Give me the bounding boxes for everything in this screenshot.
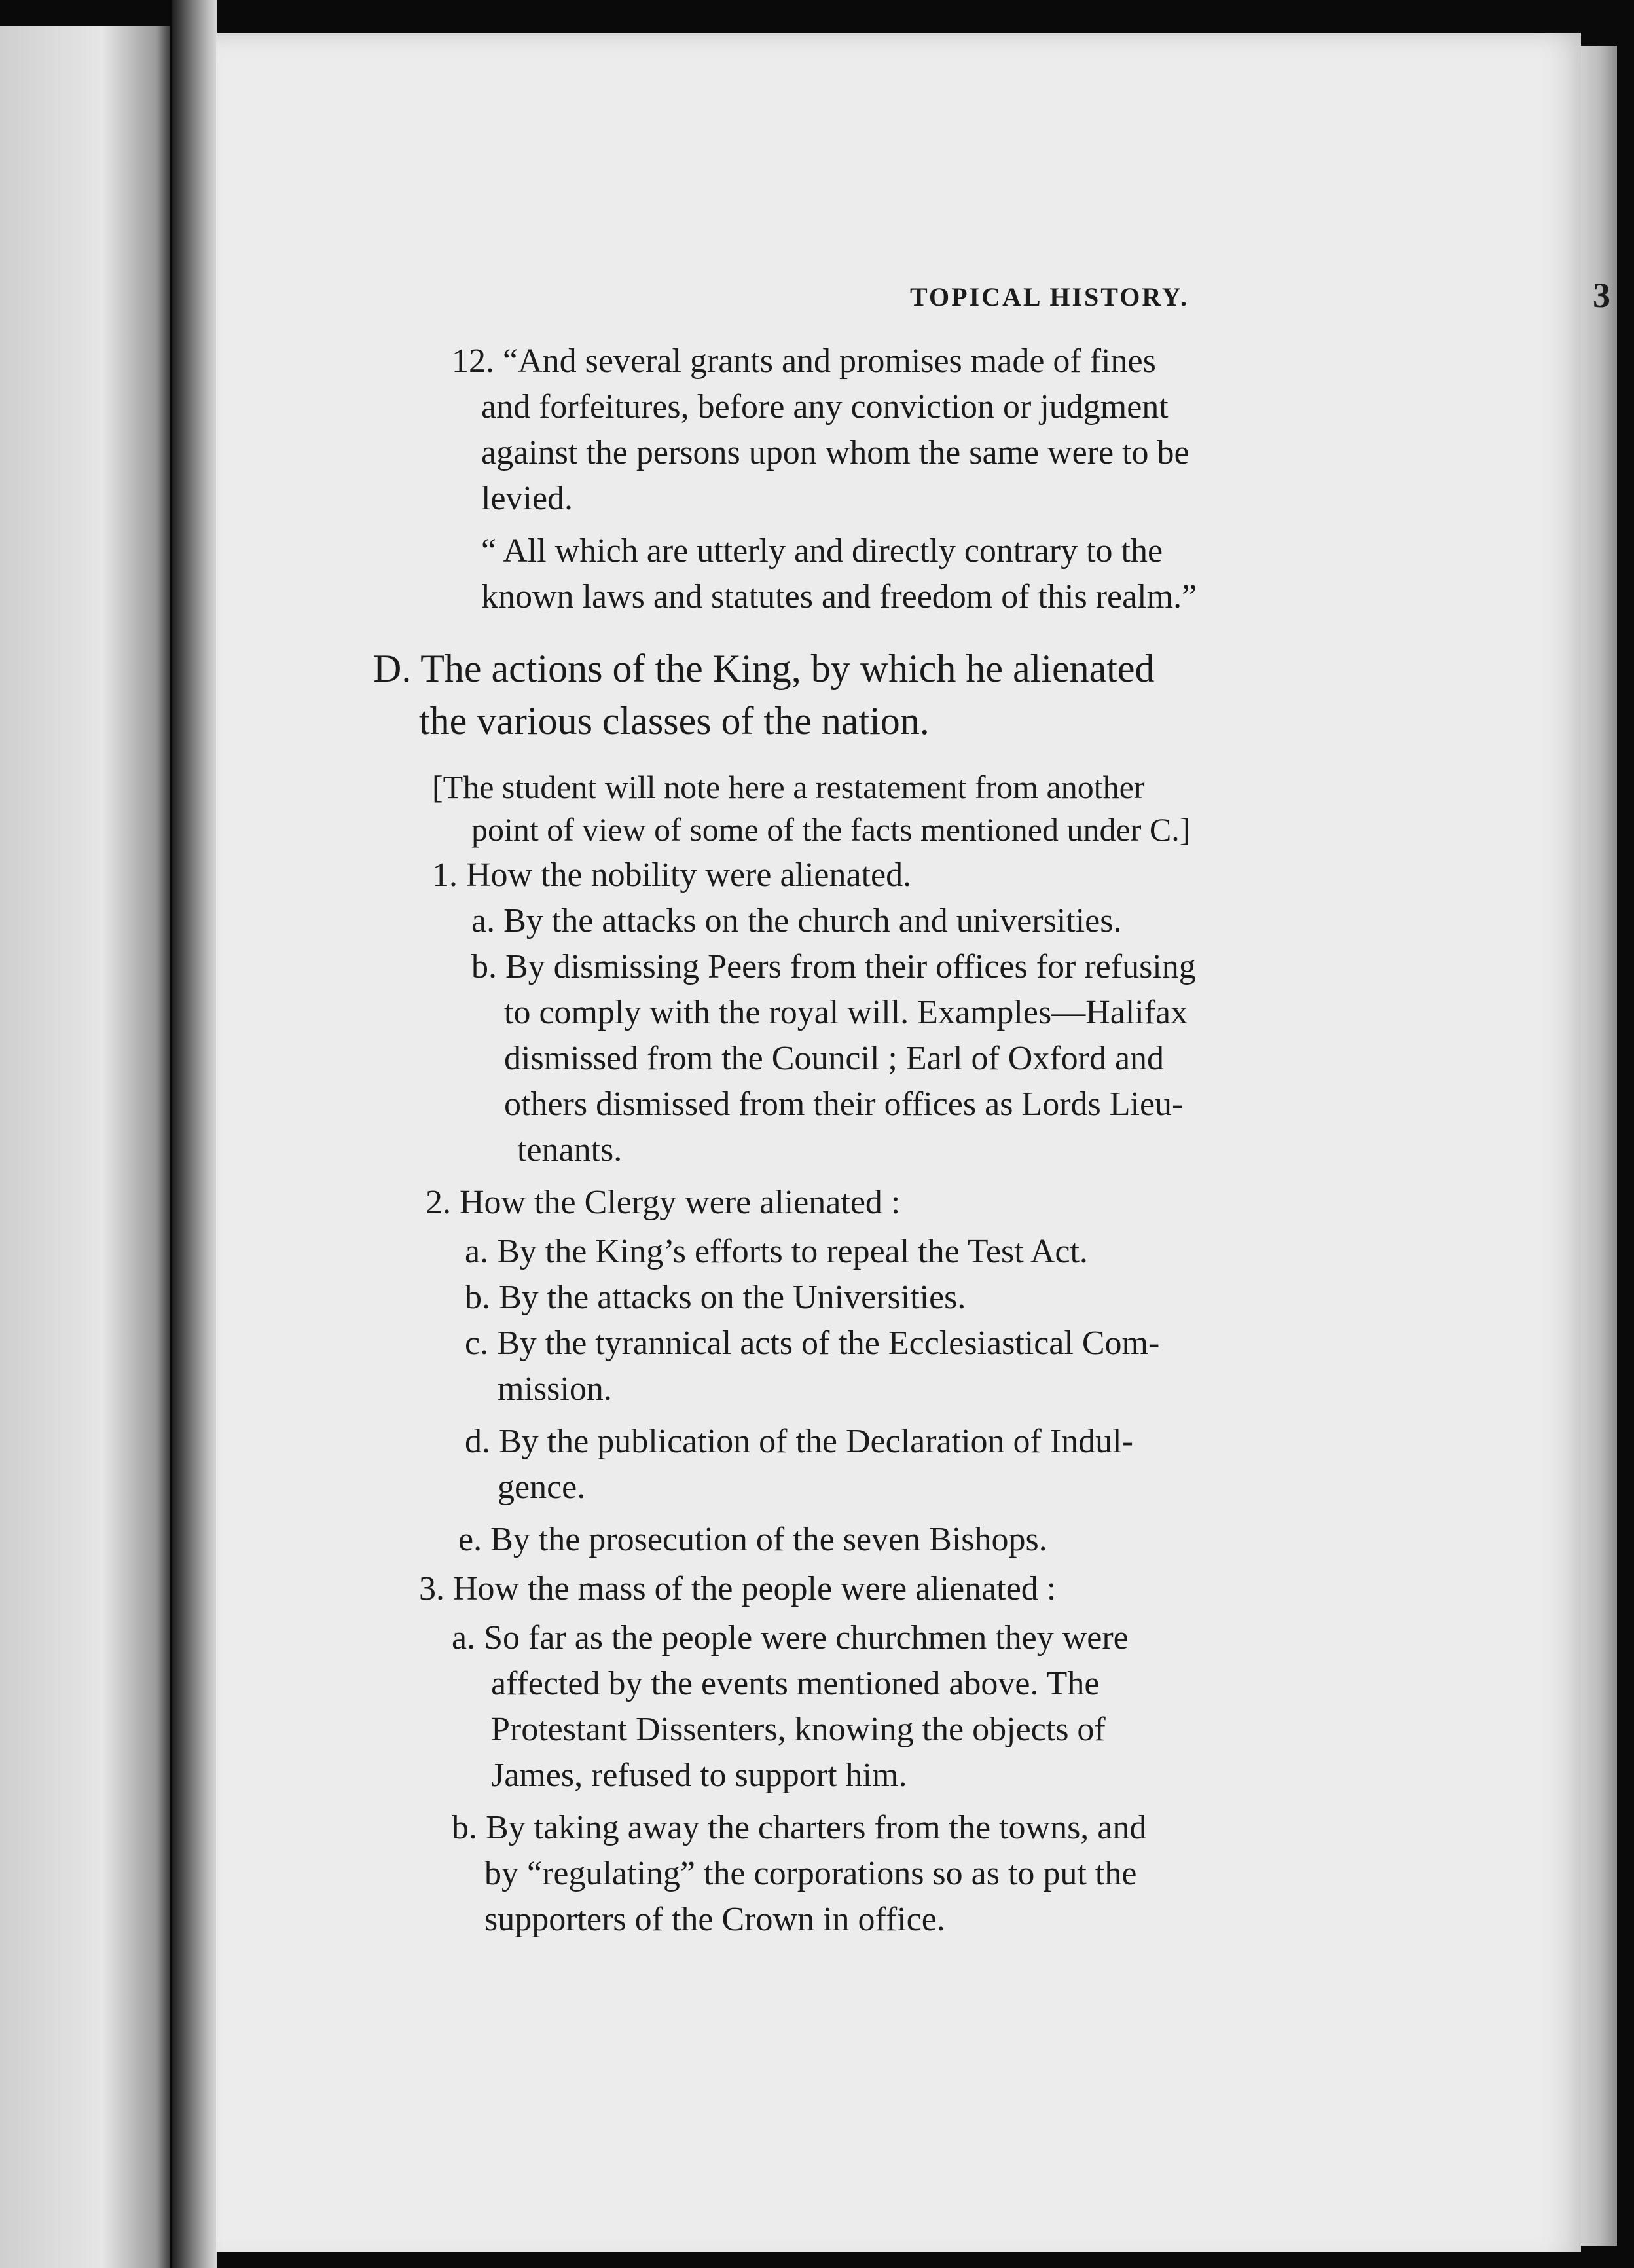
page-number: 3 <box>1593 276 1610 315</box>
book-page <box>216 33 1610 2252</box>
list-item: b. By dismissing Peers from their offices for refusing <box>471 948 1196 985</box>
list-item: b. By taking away the charters from the towns, and <box>452 1809 1147 1846</box>
list-item: d. By the publication of the Declaration of Indul- <box>465 1423 1133 1460</box>
list-item: a. So far as the people were churchmen they were <box>452 1619 1129 1656</box>
text-line: known laws and statutes and freedom of this realm.” <box>481 578 1197 615</box>
text-line: against the persons upon whom the same were to be <box>481 434 1189 471</box>
list-item: b. By the attacks on the Universities. <box>465 1279 966 1316</box>
text-line: “ All which are utterly and directly contrary to the <box>481 532 1163 570</box>
text-line: 12. “And several grants and promises made of fines <box>452 342 1156 380</box>
list-item: a. By the King’s efforts to repeal the Test Act. <box>465 1233 1088 1270</box>
list-item: c. By the tyrannical acts of the Ecclesiastical Com- <box>465 1325 1160 1362</box>
list-item-continuation: others dismissed from their offices as Lords Lieu- <box>504 1086 1184 1123</box>
note-line: point of view of some of the facts mentioned under C.] <box>471 811 1191 848</box>
list-item-heading: 2. How the Clergy were alienated : <box>426 1184 901 1221</box>
list-item-heading: 1. How the nobility were alienated. <box>432 856 912 894</box>
list-item-continuation: by “regulating” the corporations so as to put the <box>484 1855 1137 1892</box>
list-item-continuation: affected by the events mentioned above. The <box>491 1665 1100 1702</box>
list-item-continuation: dismissed from the Council ; Earl of Oxford and <box>504 1040 1165 1077</box>
running-head: TOPICAL HISTORY. <box>910 282 1189 312</box>
list-item-continuation: James, refused to support him. <box>491 1757 907 1794</box>
text-line: levied. <box>481 480 573 517</box>
list-item-heading: 3. How the mass of the people were alienated : <box>419 1570 1057 1607</box>
list-item-continuation: gence. <box>498 1469 586 1506</box>
section-heading-line: the various classes of the nation. <box>419 699 930 742</box>
page-header <box>694 268 1610 327</box>
list-item-continuation: tenants. <box>517 1131 623 1169</box>
list-item-continuation: supporters of the Crown in office. <box>484 1901 945 1938</box>
list-item: a. By the attacks on the church and universities. <box>471 902 1122 940</box>
list-item-continuation: Protestant Dissenters, knowing the objects of <box>491 1711 1106 1748</box>
left-page-edge <box>0 26 170 2268</box>
section-heading-line: D. The actions of the King, by which he alienated <box>373 647 1155 690</box>
page-fore-edge <box>1581 46 1617 2246</box>
list-item-continuation: mission. <box>498 1370 612 1408</box>
note-line: [The student will note here a restatement from another <box>432 769 1145 805</box>
text-line: and forfeitures, before any conviction or judgment <box>481 388 1169 426</box>
list-item-continuation: to comply with the royal will. Examples—Halifax <box>504 994 1188 1031</box>
list-item: e. By the prosecution of the seven Bishops. <box>458 1521 1047 1558</box>
book-gutter <box>172 0 217 2268</box>
